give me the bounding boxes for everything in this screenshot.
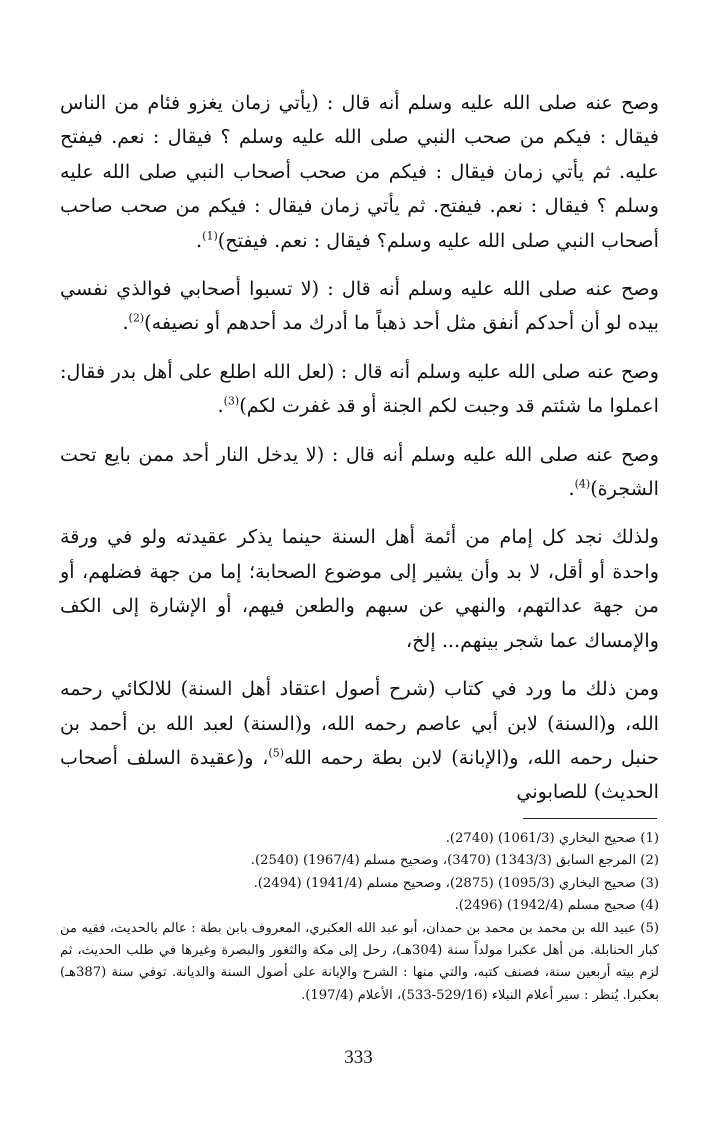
paragraph-text: وصح عنه صلى الله عليه وسلم أنه قال : (لعل الله اطلع على أهل بدر فقال: اعملوا ما شئتم قد وجبت لكم الجنة أو قد غفرت لكم) xyxy=(60,359,659,418)
paragraph-text: وصح عنه صلى الله عليه وسلم أنه قال : (لا تسبوا أصحابي فوالذي نفسي بيده لو أن أحدكم أنفق مثل أحد ذهباً ما أدرك مد أحدهم أو نصيفه) xyxy=(60,277,659,335)
footnote: (3) صحيح البخاري (1095/3) (2875)، وصحيح مسلم (1941/4) (2494). xyxy=(253,875,659,891)
paragraph-tail: . xyxy=(217,394,224,418)
paragraph xyxy=(60,272,659,341)
footnote-ref: (4) xyxy=(574,477,591,491)
footnote-divider xyxy=(523,818,657,819)
paragraph-text: وصح عنه صلى الله عليه وسلم أنه قال : (يأتي زمان يغزو فئام من الناس فيقال : فيكم من صحب النبي صلى الله عليه وسلم ؟ فيقال : نعم. فيفتح عليه. ثم يأتي زمان فيقال : فيكم من صحب أصحاب النبي صلى الله عليه وسلم ؟ فيقال : نعم. فيفتح. ثم يأتي زمان فيقال : فيكم من صحب صاحب أصحاب النبي صلى الله عليه وسلم؟ فيقال : نعم. فيفتح) xyxy=(60,91,659,252)
paragraph-tail: . xyxy=(196,228,203,252)
footnote-ref: (5) xyxy=(268,746,285,760)
footnote-ref: (3) xyxy=(223,394,240,408)
footnote: (2) المرجع السابق (1343/3) (3470)، وصحيح مسلم (1967/4) (2540). xyxy=(250,853,659,869)
page-number: 333 xyxy=(344,1047,373,1068)
paragraph-tail: . xyxy=(122,311,129,335)
footnote-ref: (2) xyxy=(128,312,145,326)
footnote-ref: (1) xyxy=(202,229,218,243)
paragraph-tail: ، و(عقيدة السلف أصحاب الحديث) للصابوني xyxy=(60,745,659,804)
paragraph-text: وصح عنه صلى الله عليه وسلم أنه قال : (لا يدخل النار أحد ممن بايع تحت الشجرة) xyxy=(60,442,659,501)
paragraph xyxy=(60,520,659,658)
paragraph-text: ومن ذلك ما ورد في كتاب (شرح أصول اعتقاد أهل السنة) للالكائي رحمه الله، و(السنة) لابن أبي عاصم رحمه الله، و(السنة) لعبد الله بن أحمد بن حنبل رحمه الله، و(الإبانة) لابن بطة رحمه الله xyxy=(60,677,659,769)
footnote: (5) عبيد الله بن محمد بن محمد بن حمدان، أبو عبد الله العكبري، المعروف بابن بطة : عالم بالحديث، فقيه من كبار الحنابلة. من أهل عكبرا مولداً سنة (304هـ)، رحل إلى مكة والثغور والبصرة وغيرها في طلب الحديث، ثم لزم بيته أربعين سنة، فصنف كتبه، والتي منها : الشرح والإبانة على أصول السنة والديانة. توفي سنة (387هـ) بعكبرا. يُنظر : سير أعلام النبلاء (529/16-533)، الأعلام (197/4). xyxy=(60,920,659,1003)
paragraph xyxy=(60,438,659,507)
paragraph-text: ولذلك نجد كل إمام من أئمة أهل السنة حينما يذكر عقيدته ولو في ورقة واحدة أو أقل، لا بد وأن يشير إلى موضوع الصحابة؛ إما من جهة فضلهم، أو من جهة عدالتهم، والنهي عن سبهم والطعن فيهم، أو الإشارة إلى الكف والإمساك عما شجر بينهم... إلخ، xyxy=(60,525,659,652)
paragraph xyxy=(60,355,659,424)
footnote: (4) صحيح مسلم (1942/4) (2496). xyxy=(454,898,659,914)
footnote: (1) صحيح البخاري (1061/3) (2740). xyxy=(445,831,659,846)
footnotes xyxy=(60,828,659,1007)
paragraph-tail: . xyxy=(568,477,575,501)
paragraph xyxy=(60,672,659,810)
main-text xyxy=(60,86,659,810)
paragraph xyxy=(60,86,659,258)
